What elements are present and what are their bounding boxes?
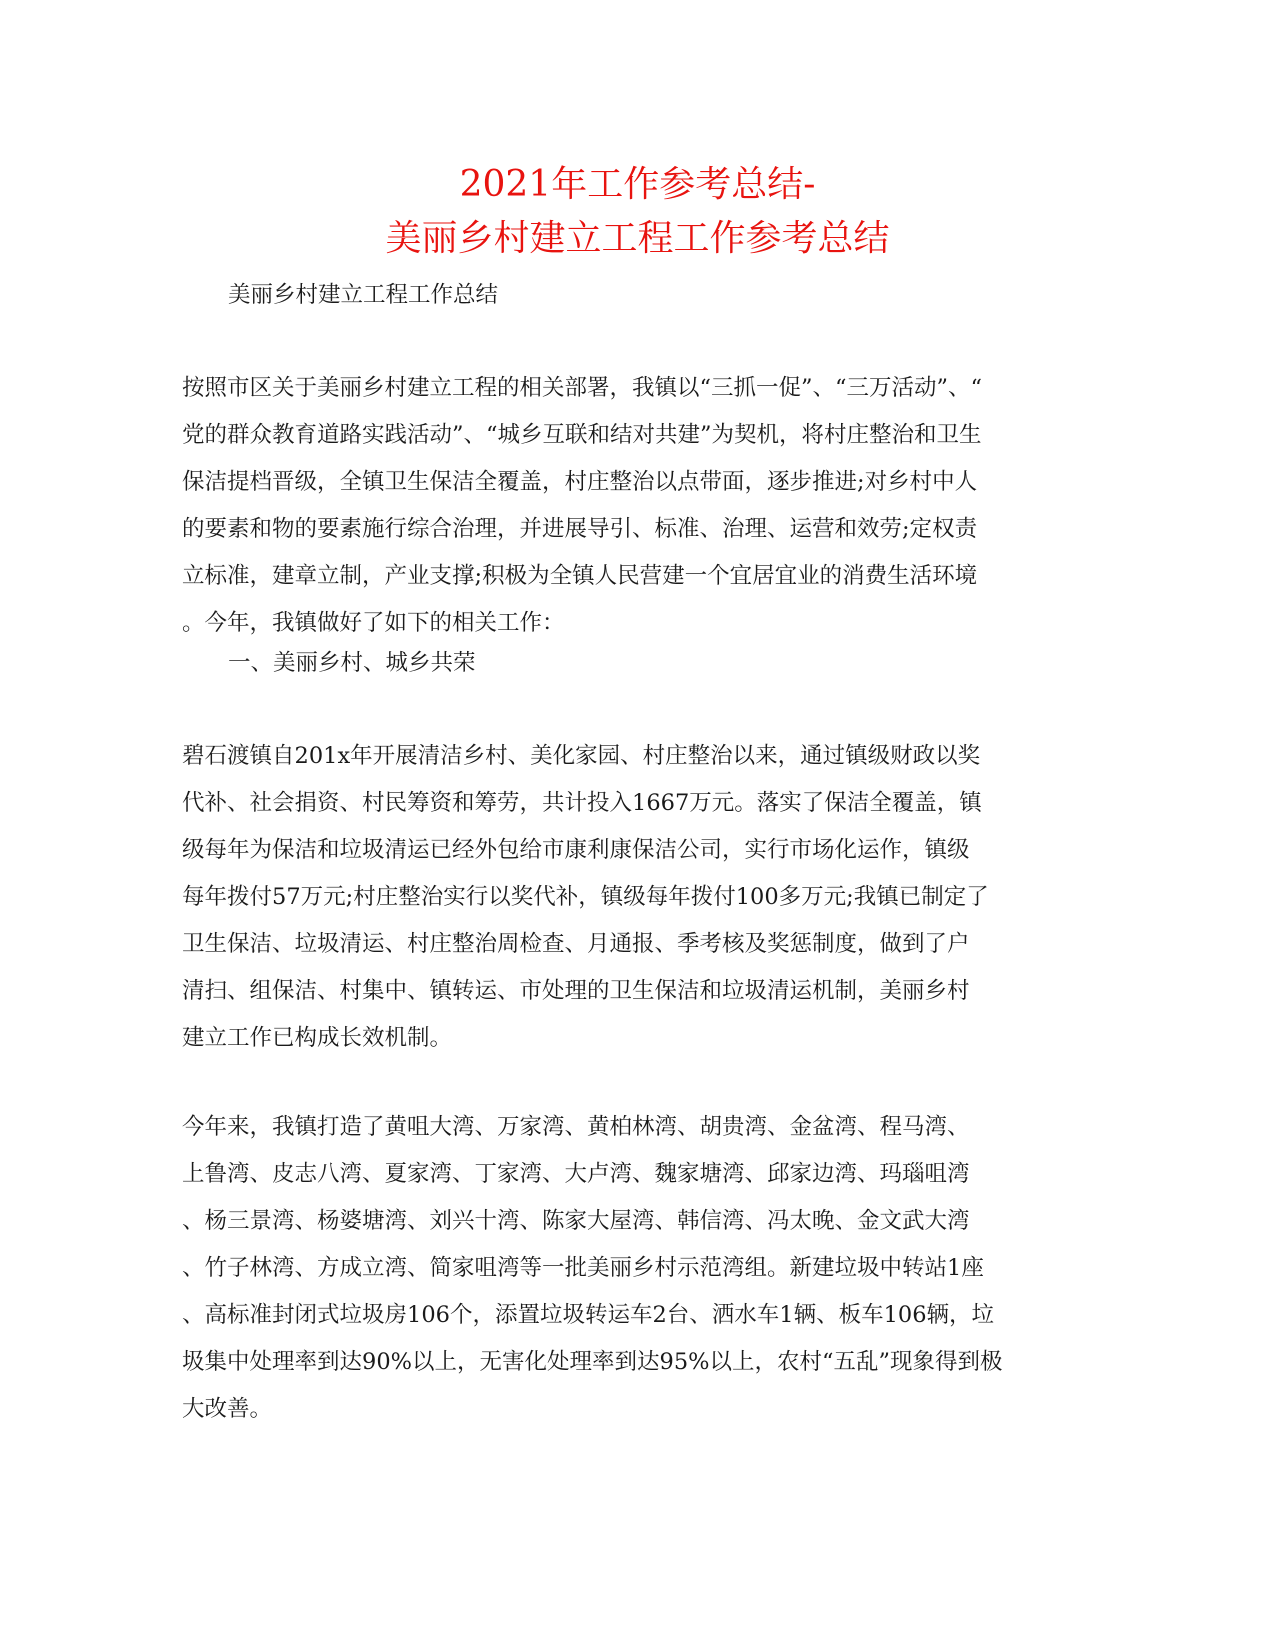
paragraph-line: 今年来，我镇打造了黄咀大湾、万家湾、黄柏林湾、胡贵湾、金盆湾、程马湾、 (182, 1114, 970, 1140)
paragraph-line: 保洁提档晋级，全镇卫生保洁全覆盖，村庄整治以点带面，逐步推进;对乡村中人 (182, 469, 978, 495)
title-line-2: 美丽乡村建立工程工作参考总结 (385, 218, 890, 259)
paragraph-line: 建立工作已构成长效机制。 (182, 1025, 453, 1051)
paragraph-line: 碧石渡镇自201x年开展清洁乡村、美化家园、村庄整治以来，通过镇级财政以奖 (182, 743, 981, 769)
title-line-1: 2021年工作参考总结- (459, 164, 816, 205)
paragraph-line: 大改善。 (182, 1396, 273, 1422)
paragraph-funding (182, 733, 1032, 1062)
paragraph-line: 代补、社会捐资、村民筹资和筹劳，共计投入1667万元。落实了保洁全覆盖，镇 (182, 790, 982, 816)
paragraph-line: 上鲁湾、皮志八湾、夏家湾、丁家湾、大卢湾、魏家塘湾、邱家边湾、玛瑙咀湾 (182, 1161, 970, 1187)
document-title (180, 158, 1095, 266)
document-subtitle (182, 272, 1078, 319)
paragraph-line: 。今年，我镇做好了如下的相关工作： (182, 610, 565, 636)
paragraph-line: 清扫、组保洁、村集中、镇转运、市处理的卫生保洁和垃圾清运机制，美丽乡村 (182, 978, 970, 1004)
paragraph-line: 级每年为保洁和垃圾清运已经外包给市康利康保洁公司，实行市场化运作，镇级 (182, 837, 970, 863)
paragraph-line: 每年拨付57万元;村庄整治实行以奖代补，镇级每年拨付100多万元;我镇已制定了 (182, 884, 989, 910)
paragraph-line: 、竹子林湾、方成立湾、简家咀湾等一批美丽乡村示范湾组。新建垃圾中转站1座 (182, 1255, 984, 1281)
subtitle-text: 美丽乡村建立工程工作总结 (228, 282, 499, 308)
paragraph-line: 按照市区关于美丽乡村建立工程的相关部署，我镇以“三抓一促”、“三万活动”、“ (182, 375, 983, 401)
paragraph-line: 的要素和物的要素施行综合治理，并进展导引、标准、治理、运营和效劳;定权责 (182, 516, 978, 542)
paragraph-line: 、高标准封闭式垃圾房106个，添置垃圾转运车2台、洒水车1辆、板车106辆，垃 (182, 1302, 995, 1328)
paragraph-line: 立标准，建章立制，产业支撑;积极为全镇人民营建一个宜居宜业的消费生活环境 (182, 563, 978, 589)
section-heading (182, 640, 1078, 687)
paragraph-villages (182, 1104, 1032, 1433)
paragraph-line: 卫生保洁、垃圾清运、村庄整治周检查、月通报、季考核及奖惩制度，做到了户 (182, 931, 970, 957)
paragraph-line: 圾集中处理率到达90%以上，无害化处理率到达95%以上，农村“五乱”现象得到极 (182, 1349, 1003, 1375)
paragraph-line: 、杨三景湾、杨婆塘湾、刘兴十湾、陈家大屋湾、韩信湾、冯太晚、金文武大湾 (182, 1208, 970, 1234)
section-heading-text: 一、美丽乡村、城乡共荣 (228, 650, 476, 676)
paragraph-intro (182, 365, 1032, 647)
paragraph-line: 党的群众教育道路实践活动”、“城乡互联和结对共建”为契机，将村庄整治和卫生 (182, 422, 982, 448)
